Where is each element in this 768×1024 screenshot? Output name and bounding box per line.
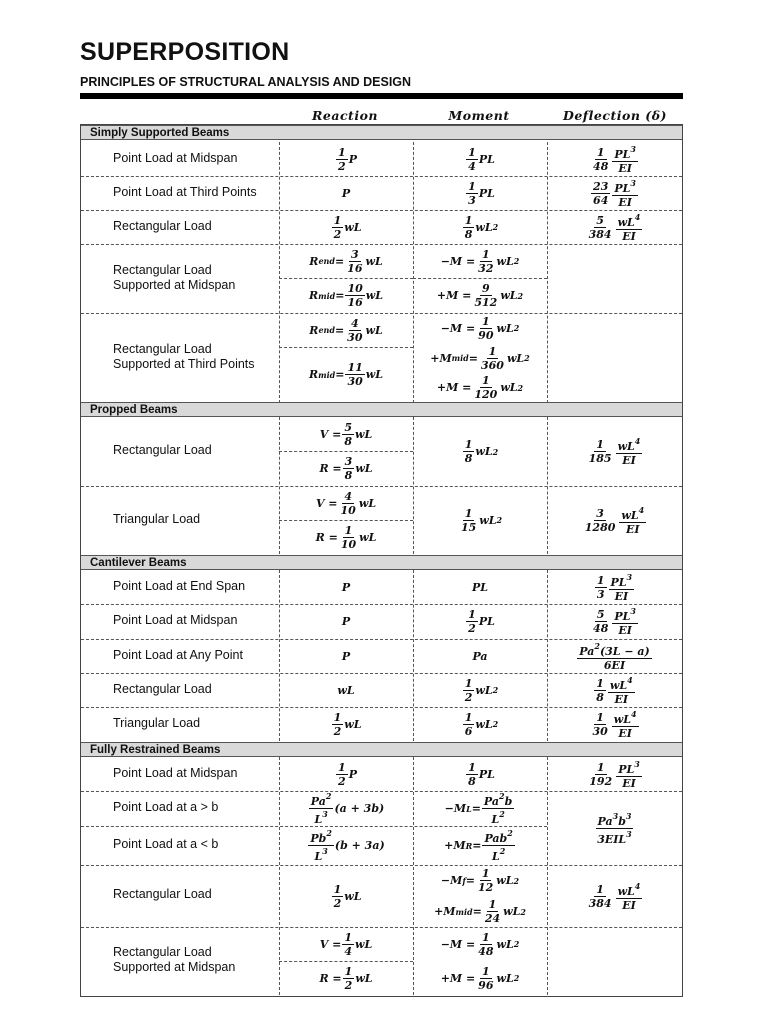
section-header-propped: Propped Beams	[81, 402, 682, 417]
row-label: Point Load at End Span	[113, 579, 246, 593]
deflection-cell: 5 48 $PL^3$ EI	[593, 606, 636, 637]
page-title: SUPERPOSITION	[80, 38, 290, 66]
reaction-cell: P	[341, 186, 351, 200]
moment-cell: −M L = $Pa^2b$ $L^2$	[444, 791, 513, 826]
reaction-cell: R mid = 10 16 wL	[308, 282, 383, 309]
reaction-cell: 1 2 wL	[333, 710, 362, 738]
moment-cell: 1 6 wL 2	[464, 710, 499, 738]
deflection-cell: 5 384 $wL^4$ EI	[588, 211, 641, 243]
deflection-cell: 1 3 $PL^3$ EI	[596, 571, 633, 603]
moment-cell: +M = 9 512 wL 2	[436, 282, 524, 309]
moment-cell: PL	[471, 580, 488, 594]
reaction-cell: P	[341, 649, 351, 663]
reaction-cell: 1 2 P	[338, 145, 357, 173]
moment-cell: 1 15 wL 2	[460, 506, 503, 534]
row-label: Rectangular Load	[113, 219, 212, 233]
reaction-cell: wL	[337, 683, 355, 697]
reaction-cell: R = 1 2 wL	[319, 964, 373, 992]
reaction-cell: Pb$^2$ $L^3$ (b + 3a)	[310, 828, 385, 863]
moment-cell: +M mid = 1 24 wL 2	[434, 898, 526, 925]
moment-cell: 1 3 PL	[468, 179, 495, 207]
row-label: Triangular Load	[113, 716, 201, 730]
formula-table	[80, 124, 683, 997]
deflection-cell: 1 384 $wL^4$ EI	[588, 880, 641, 912]
deflection-cell: 1 185 $wL^4$ EI	[588, 436, 641, 467]
reaction-cell: R = 1 10 wL	[315, 523, 377, 551]
moment-cell: −M = 1 48 wL 2	[440, 930, 520, 958]
moment-cell: −M f = 1 12 wL 2	[440, 867, 520, 894]
section-header-fully-restrained: Fully Restrained Beams	[81, 742, 682, 757]
row-label: Rectangular Load Supported at Third Points	[113, 342, 255, 371]
row-label: Point Load at a > b	[113, 800, 219, 814]
reaction-cell: V = 4 10 wL	[315, 489, 377, 517]
reaction-cell: R end = 4 30 wL	[309, 316, 383, 344]
row-label: Rectangular Load	[113, 682, 212, 696]
section-header-simply-supported: Simply Supported Beams	[81, 125, 682, 140]
reaction-cell: P	[341, 580, 351, 594]
moment-cell: Pa	[472, 649, 488, 663]
deflection-cell: $Pa^3b^3$ 3EIL$^3$	[597, 810, 632, 846]
reaction-cell: P	[341, 615, 351, 628]
moment-cell: 1 4 PL	[468, 145, 495, 173]
section-header-cantilever: Cantilever Beams	[81, 555, 682, 570]
reaction-cell: V = 5 8 wL	[319, 420, 373, 448]
moment-cell: −M = 1 32 wL 2	[440, 247, 520, 275]
column-header-moment: Moment	[448, 108, 510, 123]
row-label: Point Load at Midspan	[113, 613, 238, 627]
row-label: Rectangular Load Supported at Midspan	[113, 263, 236, 292]
reaction-cell: 1 2 wL	[333, 882, 362, 910]
reaction-cell: 1 2 P	[338, 760, 357, 788]
row-label: Point Load at a < b	[113, 837, 219, 851]
moment-cell: +M = 1 120 wL 2	[436, 374, 524, 401]
moment-cell: +M R = Pab$^2$ $L^2$	[444, 828, 513, 863]
deflection-cell: $Pa^2(3L - a)$ 6EI	[579, 640, 650, 672]
deflection-cell: 3 1280 $wL^4$ EI	[584, 504, 645, 536]
moment-cell: 1 2 PL	[468, 608, 495, 635]
deflection-cell: 1 8 $wL^4$ EI	[596, 674, 633, 706]
deflection-cell: 23 64 $PL^3$ EI	[593, 177, 636, 209]
row-label: Point Load at Third Points	[113, 185, 257, 199]
moment-cell: −M = 1 90 wL 2	[440, 314, 520, 342]
deflection-cell: 1 30 $wL^4$ EI	[592, 708, 637, 740]
deflection-cell: 1 48 $PL^3$ EI	[593, 143, 636, 175]
row-label: Rectangular Load	[113, 887, 212, 901]
row-label: Point Load at Any Point	[113, 648, 243, 662]
reaction-cell: R end = 3 16 wL	[309, 247, 383, 275]
title-rule	[80, 93, 683, 99]
row-label: Triangular Load	[113, 512, 201, 526]
row-label: Rectangular Load Supported at Midspan	[113, 945, 236, 974]
moment-cell: 1 8 PL	[468, 760, 495, 788]
reaction-cell: Pa$^2$ $L^3$ (a + 3b)	[310, 791, 385, 826]
moment-cell: 1 8 wL 2	[464, 213, 499, 241]
moment-cell: 1 2 wL 2	[464, 676, 499, 704]
moment-cell: +M = 1 96 wL 2	[440, 964, 520, 992]
page-subtitle: PRINCIPLES OF STRUCTURAL ANALYSIS AND DESIGN	[80, 75, 412, 89]
reaction-cell: R mid = 11 30 wL	[308, 361, 383, 388]
row-label: Rectangular Load	[113, 443, 212, 457]
reaction-cell: 1 2 wL	[333, 213, 362, 241]
row-label: Point Load at Midspan	[113, 766, 238, 780]
column-header-reaction: Reaction	[312, 108, 378, 123]
reaction-cell: V = 1 4 wL	[319, 930, 373, 958]
deflection-cell: 1 192 $PL^3$ EI	[589, 758, 640, 790]
column-header-deflection: Deflection (δ)	[563, 108, 667, 123]
moment-cell: +M mid = 1 360 wL 2	[430, 344, 530, 372]
row-label: Point Load at Midspan	[113, 151, 238, 165]
reaction-cell: R = 3 8 wL	[319, 455, 373, 482]
moment-cell: 1 8 wL 2	[464, 438, 499, 465]
